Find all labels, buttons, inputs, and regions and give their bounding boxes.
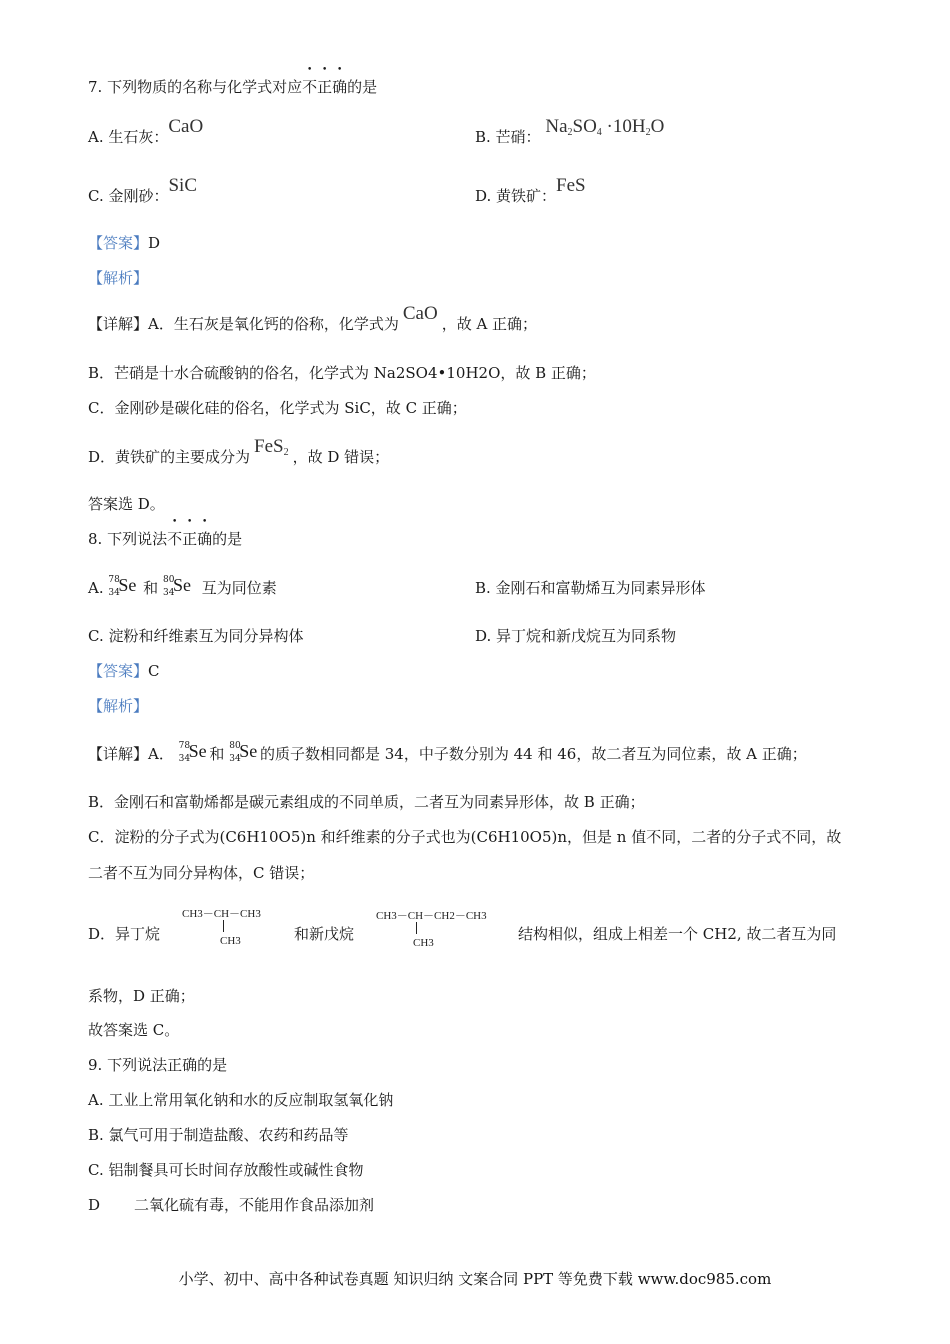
q7-analysis-tag: 【解析】: [88, 269, 149, 287]
q7-option-c: C. 金刚砂：SiC: [88, 175, 198, 205]
isobutane-structure: CH3－CH－CH3 CH3: [182, 908, 261, 947]
q8-option-c: C. 淀粉和纤维素互为同分异构体: [88, 627, 304, 645]
q8-option-a: A. 78 34 Se 和 80 34 Se 互为同位素: [88, 575, 277, 598]
q8-answer: 【答案】C: [88, 662, 160, 680]
q7-detail-d: D．黄铁矿的主要成分为 FeS$_2$ ，故 D 错误；: [88, 436, 390, 466]
q8-detail-d-mid: 和新戊烷: [294, 925, 355, 943]
page-footer: 小学、初中、高中各种试卷真题 知识归纳 文案合同 PPT 等免费下载 www.doc985.com: [178, 1270, 772, 1288]
isotope-se-78-detail: 78 34 Se: [178, 741, 207, 764]
q8-detail-c1: C．淀粉的分子式为(C6H10O5)n 和纤维素的分子式也为(C6H10O5)n，但是 n 值不同，二者的分子式不同，故: [88, 828, 842, 846]
q7-detail-a: 【详解】A．生石灰是氧化钙的俗称，化学式为 CaO ，故 A 正确；: [88, 303, 538, 333]
q7-conclusion: 答案选 D。: [88, 495, 165, 513]
q9-option-c: C. 铝制餐具可长时间存放酸性或碱性食物: [88, 1161, 364, 1179]
q9-option-a: A. 工业上常用氧化钠和水的反应制取氢氧化钠: [88, 1091, 394, 1109]
q8-analysis-tag: 【解析】: [88, 697, 149, 715]
q9-option-b: B. 氯气可用于制造盐酸、农药和药品等: [88, 1126, 349, 1144]
q8-detail-c2: 二者不互为同分异构体，C 错误；: [88, 864, 315, 882]
q8-conclusion: 故答案选 C。: [88, 1021, 180, 1039]
q8-stem: 8. 下列说法不正确的是: [88, 530, 243, 548]
neopentane-structure: CH3－CH－CH2－CH3 CH3: [376, 910, 487, 949]
q8-option-d: D. 异丁烷和新戊烷互为同系物: [475, 627, 677, 645]
q7-detail-b: B．芒硝是十水合硫酸钠的俗名，化学式为 Na2SO4•10H2O，故 B 正确；: [88, 364, 596, 382]
q7-option-b: B. 芒硝： $Na_2SO_4 \cdot 10H_2O$: [475, 116, 665, 146]
isotope-se-80: 80 34 Se: [162, 575, 191, 598]
q7-stem: 7. 下列物质的名称与化学式对应不正确的是: [88, 78, 378, 96]
isotope-se-80-detail: 80 34 Se: [229, 741, 258, 764]
q9-option-d: D 二氧化硫有毒，不能用作食品添加剂: [88, 1196, 375, 1214]
isotope-se-78: 78 34 Se: [108, 575, 137, 598]
q8-detail-d-pre: D．异丁烷: [88, 925, 161, 943]
q8-detail-d2: 系物，D 正确；: [88, 987, 195, 1005]
q8-option-b: B. 金刚石和富勒烯互为同素异形体: [475, 579, 706, 597]
q9-stem: 9. 下列说法正确的是: [88, 1056, 228, 1074]
q7-option-a: A. 生石灰：CaO: [88, 116, 204, 146]
q7-answer: 【答案】D: [88, 234, 161, 252]
q8-detail-d-post: 结构相似，组成上相差一个 CH2, 故二者互为同: [518, 925, 837, 943]
q8-detail-b: B．金刚石和富勒烯都是碳元素组成的不同单质，二者互为同素异形体，故 B 正确；: [88, 793, 645, 811]
q7-option-d: D. 黄铁矿：FeS: [475, 175, 586, 205]
q7-detail-c: C．金刚砂是碳化硅的俗名，化学式为 SiC，故 C 正确；: [88, 399, 467, 417]
q7-option-b-formula: $Na_2SO_4 \cdot 10H_2O$: [545, 116, 665, 138]
q8-detail-a: 【详解】A． 78 34 Se 和 80 34 Se 的质子数相同都是 34，中子数分别为 44 和 46，故二者互为同位素，故 A 正确；: [88, 741, 807, 764]
